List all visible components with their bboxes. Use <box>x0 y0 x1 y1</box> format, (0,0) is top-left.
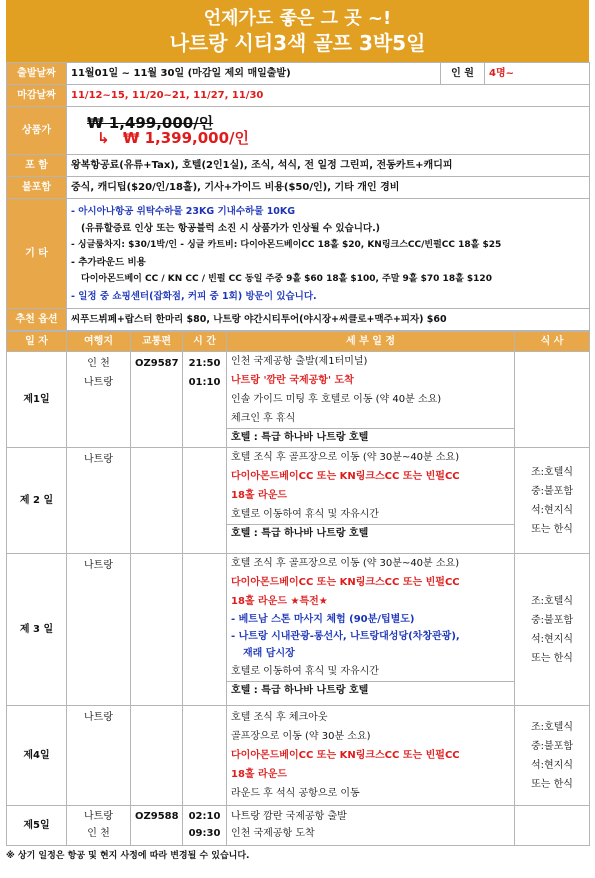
etc-line: - 아시아나항공 위탁수하물 23KG 기내수하물 10KG <box>71 205 296 217</box>
detail-line: 호텔 조식 후 골프장으로 이동 (약 30분~40분 소요) <box>231 558 460 569</box>
option-value: 씨푸드뷔페+랍스터 한마리 $80, 나트랑 야간시티투어(야시장+씨클로+맥주+피자) $60 <box>67 309 590 331</box>
schedule-table <box>6 331 590 846</box>
hotel-line: 호텔 : 특급 하나바 나트랑 호텔 <box>227 428 514 447</box>
place: 나트랑 <box>84 811 113 822</box>
place: 나트랑 <box>84 377 113 388</box>
detail-line: 나트랑 '깜란 국제공항' 도착 <box>231 375 354 386</box>
meal: 또는 한식 <box>531 652 573 664</box>
place: 나트랑 <box>84 712 113 723</box>
detail-line: 재래 담시장 <box>243 648 295 659</box>
detail-line: 인천 국제공항 출발(제1터미널) <box>231 356 368 367</box>
place: 나트랑 <box>84 560 113 571</box>
day-label: 제 2 일 <box>7 448 67 554</box>
detail-line: 다이아몬드베이CC 또는 KN링크스CC 또는 빈펄CC <box>231 577 460 588</box>
excl-value: 중식, 캐디팁($20/인/18홀), 기사+가이드 비용($50/인), 기타 개인 경비 <box>67 177 590 199</box>
table-row <box>7 806 590 846</box>
etc-line: - 싱글룸차지: $30/1박/인 - 싱글 카트비: 다이아몬드베이CC 18홀 $20, KN링크스CC/빈펄CC 18홀 $25 <box>71 239 502 250</box>
flight: OZ9587 <box>135 358 179 369</box>
day-label: 제4일 <box>7 706 67 806</box>
header-meals: 식 사 <box>515 332 590 352</box>
detail-line: 호텔로 이동하여 휴식 및 자유시간 <box>231 509 379 520</box>
meal: 석:현지식 <box>530 759 573 771</box>
incl-value: 왕복항공료(유류+Tax), 호텔(2인1실), 조식, 석식, 전 일정 그린피, 전동카트+캐디피 <box>67 155 590 177</box>
meal: 중:불포함 <box>530 740 573 752</box>
price-old: ₩ 1,499,000/인 <box>87 113 214 132</box>
meal: 중:불포함 <box>530 614 573 626</box>
day-label: 제5일 <box>7 806 67 846</box>
meal: 중:불포함 <box>530 485 573 497</box>
detail-line: 18홀 라운드 <box>231 769 288 780</box>
detail-line: 골프장으로 이동 (약 30분 소요) <box>231 731 371 742</box>
detail-line: 인천 국제공항 도착 <box>231 828 315 839</box>
option-label: 추천 옵션 <box>7 309 67 331</box>
schedule-header <box>7 332 590 352</box>
meal: 조:호텔식 <box>530 595 573 607</box>
day-label: 제 3 일 <box>7 554 67 706</box>
table-row <box>7 554 590 706</box>
time: 09:30 <box>188 828 221 839</box>
price-new: ₩ 1,399,000/인 <box>122 128 250 147</box>
meal: 석:현지식 <box>530 633 573 645</box>
header-detail: 세 부 일 정 <box>227 332 515 352</box>
detail-line: - 나트랑 시내관광-롱선사, 나트랑대성당(차창관광), <box>231 631 460 642</box>
table-row <box>7 448 590 554</box>
detail-line: 호텔 조식 후 체크아웃 <box>231 712 328 723</box>
etc-value <box>67 199 590 309</box>
header-day: 일 자 <box>7 332 67 352</box>
etc-line: - 추가라운드 비용 <box>71 256 146 268</box>
excl-label: 불포함 <box>7 177 67 199</box>
place: 나트랑 <box>84 454 113 465</box>
detail-line: 다이아몬드베이CC 또는 KN링크스CC 또는 빈펄CC <box>231 471 460 482</box>
info-table <box>6 62 590 331</box>
etc-line: 다이아몬드베이 CC / KN CC / 빈펄 CC 동일 주중 9홀 $60 18홀 $100, 주말 9홀 $70 18홀 $120 <box>81 273 492 284</box>
etc-line: (유류할증료 인상 또는 항공블럭 소진 시 상품가가 인상될 수 있습니다.) <box>81 222 381 234</box>
flight: OZ9588 <box>135 811 179 822</box>
header-transport: 교통편 <box>131 332 183 352</box>
detail-line: - 베트남 스톤 마사지 체험 (90분/팁별도) <box>231 614 415 625</box>
title-banner <box>6 0 589 62</box>
people-label: 인 원 <box>441 63 485 85</box>
time: 21:50 <box>188 358 221 369</box>
detail-line: 나트랑 깜란 국제공항 출발 <box>231 811 347 822</box>
header-place: 여행지 <box>67 332 131 352</box>
day-label: 제1일 <box>7 352 67 448</box>
meal: 또는 한식 <box>531 523 573 535</box>
close-value: 11/12~15, 11/20~21, 11/27, 11/30 <box>67 85 590 107</box>
hotel-line: 호텔 : 특급 하나바 나트랑 호텔 <box>227 524 514 543</box>
price-label: 상품가 <box>7 107 67 155</box>
banner-line2: 나트랑 시티3색 골프 3박5일 <box>169 31 426 55</box>
detail-line: 호텔 조식 후 골프장으로 이동 (약 30분~40분 소요) <box>231 452 460 463</box>
place: 인 천 <box>87 828 110 839</box>
meal: 석:현지식 <box>530 504 573 516</box>
incl-label: 포 함 <box>7 155 67 177</box>
time: 01:10 <box>188 377 221 388</box>
header-time: 시 간 <box>183 332 227 352</box>
table-row <box>7 352 590 448</box>
detail-line: 인솔 가이드 미팅 후 호텔로 이동 (약 40분 소요) <box>231 394 442 405</box>
meal: 또는 한식 <box>531 778 573 790</box>
etc-label: 기 타 <box>7 199 67 309</box>
depart-value: 11월01일 ~ 11월 30일 (마감일 제외 매일출발) <box>67 63 441 85</box>
price-cell <box>67 107 590 155</box>
place: 인 천 <box>87 358 110 369</box>
meal: 조:호텔식 <box>530 721 573 733</box>
arrow-icon: ↳ <box>97 128 110 147</box>
table-row <box>7 706 590 806</box>
itinerary-page <box>6 0 589 861</box>
detail-line: 호텔로 이동하여 휴식 및 자유시간 <box>231 666 379 677</box>
detail-line: 18홀 라운드 ★특전★ <box>231 596 328 607</box>
hotel-line: 호텔 : 특급 하나바 나트랑 호텔 <box>227 681 514 700</box>
footnote: ※ 상기 일정은 항공 및 현지 사정에 따라 변경될 수 있습니다. <box>6 851 250 861</box>
detail-line: 다이아몬드베이CC 또는 KN링크스CC 또는 빈펄CC <box>231 750 460 761</box>
detail-line: 라운드 후 석식 공항으로 이동 <box>231 788 360 799</box>
close-label: 마감날짜 <box>7 85 67 107</box>
etc-line: - 일정 중 쇼핑센터(잡화점, 커피 중 1회) 방문이 있습니다. <box>71 290 317 302</box>
people-value: 4명~ <box>485 63 590 85</box>
detail-line: 18홀 라운드 <box>231 490 288 501</box>
banner-line1: 언제가도 좋은 그 곳 ~! <box>203 8 392 29</box>
detail-line: 체크인 후 휴식 <box>231 413 296 424</box>
depart-label: 출발날짜 <box>7 63 67 85</box>
time: 02:10 <box>188 811 221 822</box>
meal: 조:호텔식 <box>530 466 573 478</box>
